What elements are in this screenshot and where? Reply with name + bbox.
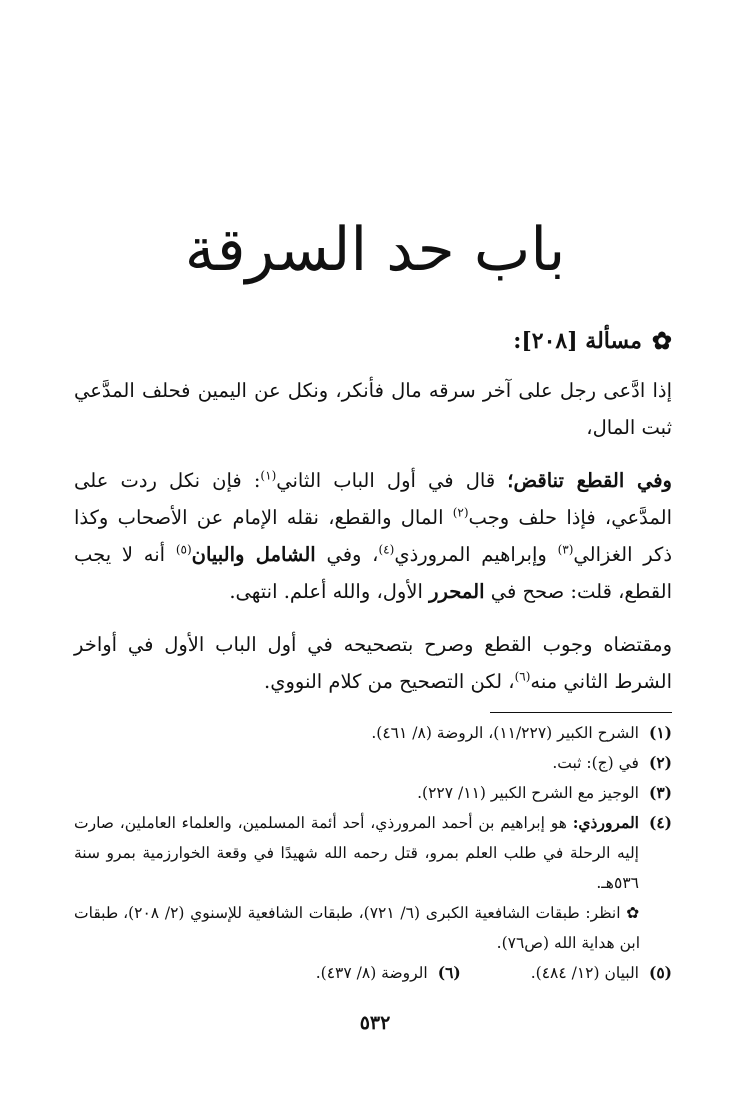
footnotes (74, 718, 672, 988)
footnote-4 (74, 808, 672, 898)
footnote-4-sources: ✿ انظر: طبقات الشافعية الكبرى (٦/ ٧٢١)، طبقات الشافعية للإسنوي (٢/ ٢٠٨)، طبقات ابن هداية الله (ص٧٦). (74, 904, 641, 952)
main-text (74, 372, 672, 716)
paragraph-2 (74, 462, 672, 610)
footnote-4-name: المرورذي: (572, 813, 639, 832)
paragraph-3 (74, 626, 672, 700)
footnote-4-body: هو إبراهيم بن أحمد المرورذي، أحد أئمة المسلمين، والعلماء العاملين، صارت إليه الرحلة في طلب العلم بمرو، قتل رحمه الله شهيدًا في وقعة الخوارزمية بمرو سنة ٥٣٦هـ. (74, 814, 639, 892)
footnote-number: (٣) (648, 783, 672, 802)
paragraph-3-text: ومقتضاه وجوب القطع وصرح بتصحيحه في أول الباب الأول في أواخر الشرط الثاني منه (74, 633, 672, 693)
footnote-5 (531, 958, 672, 988)
paragraph-1: إذا ادَّعى رجل على آخر سرقه مال فأنكر، ونكل عن اليمين فحلف المدَّعي ثبت المال، (74, 379, 672, 439)
footnote-text: الروضة (٨/ ٤٣٧). (315, 964, 428, 982)
footnote-text: البيان (١٢/ ٤٨٤). (530, 964, 639, 982)
book-title-shamil-bayan: الشامل والبيان (191, 543, 316, 566)
footnote-number: (١) (648, 723, 672, 742)
footnote-divider (490, 712, 672, 713)
flower-ornament-icon: ✿ (651, 326, 672, 355)
footnote-number: (٥) (648, 963, 672, 982)
issue-heading-text: مسألة [٢٠٨]: (513, 328, 642, 354)
footnote-ref-5[interactable]: (٥) (175, 542, 192, 557)
book-title-muharrar: المحرر (429, 580, 485, 603)
chapter-title: باب حد السرقة (184, 215, 566, 285)
footnote-number: (٤) (648, 813, 672, 832)
footnote-text: الشرح الكبير (١١/٢٢٧)، الروضة (٨/ ٤٦١). (371, 724, 639, 742)
footnote-text (74, 808, 639, 898)
footnote-number: (٢) (648, 753, 672, 772)
paragraph-2-text: قال في أول الباب الثاني (276, 469, 508, 492)
footnote-2 (74, 748, 672, 778)
paragraph-2-text: وإبراهيم المرورذي (394, 543, 558, 566)
page-number: ٥٣٢ (359, 1012, 391, 1034)
footnote-ref-4[interactable]: (٤) (378, 542, 395, 557)
paragraph-2-text: : فإن نكل ردت على المدَّعي، فإذا حلف وجب (74, 469, 672, 529)
paragraph-3-text: ، لكن التصحيح من كلام النووي. (264, 670, 515, 693)
footnote-number: (٦) (437, 963, 461, 982)
footnote-ref-3[interactable]: (٣) (557, 542, 574, 557)
paragraph-2-text: المال والقطع، نقله الإمام عن الأصحاب وكذا ذكر الغزالي (74, 506, 672, 566)
paragraph-2-lead: وفي القطع تناقض؛ (507, 469, 672, 492)
footnote-3 (74, 778, 672, 808)
footnote-6 (316, 958, 461, 988)
footnote-ref-2[interactable]: (٢) (452, 505, 469, 520)
paragraph-2-text: الأول، والله أعلم. انتهى. (229, 580, 430, 603)
issue-heading (513, 328, 672, 354)
footnote-ref-1[interactable]: (١) (260, 468, 277, 483)
footnote-1 (74, 718, 672, 748)
paragraph-2-text: أنه لا يجب القطع، قلت: صحح في (74, 543, 672, 603)
paragraph-2-text: ، وفي (315, 543, 379, 566)
footnote-ref-6[interactable]: (٦) (514, 669, 531, 684)
footnote-row-5-6 (74, 958, 672, 988)
footnote-text: في (ج): ثبت. (552, 754, 639, 772)
footnote-text: الوجيز مع الشرح الكبير (١١/ ٢٢٧). (417, 784, 639, 802)
